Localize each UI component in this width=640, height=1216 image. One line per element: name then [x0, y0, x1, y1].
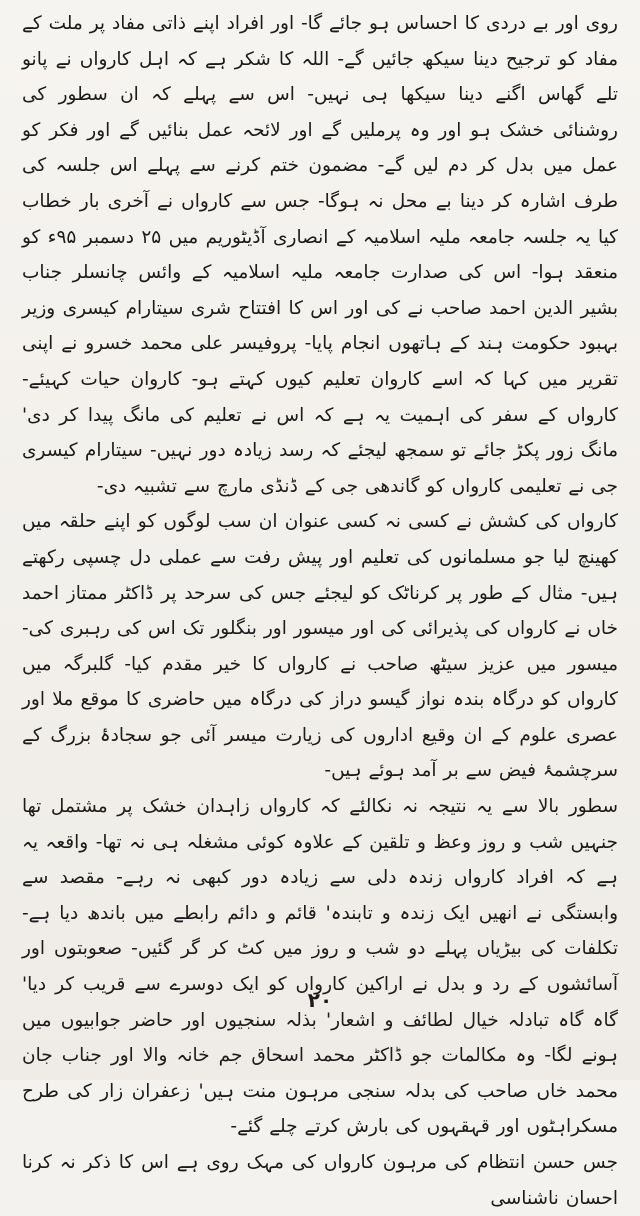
- body-text: [22, 6, 618, 1216]
- page-number: ۲۰: [307, 988, 333, 1012]
- paragraph-3: سطور بالا سے یہ نتیجہ نہ نکالئے کہ کارواں زاہدان خشک پر مشتمل تھا جنہیں شب و روز وعظ و تلقین کے علاوہ کوئی مشغلہ ہی نہ تھا- واقعہ یہ ہے کہ افراد کارواں زندہ دلی سے زیادہ دور کبھی نہ رہے- مقصد سے وابستگی نے انھیں ایک زندہ و تابندہ' قائم و دائم رابطے میں باندھ دیا ہے- تکلفات کی بیڑیاں پہلے دو شب و روز میں کٹ کر گر گئیں- صعوبتوں اور آسائشوں کے رد و بدل نے اراکین کارواں کو ایک دوسرے سے قریب کر دیا' گاہ گاہ تبادلہ خیال لطائف و اشعار' بذلہ سنجیوں اور حاضر جوابیوں میں ہونے لگا- وہ مکالمات جو ڈاکٹر محمد اسحاق جم خانہ والا اور جناب جان محمد خاں صاحب کی بدلہ سنجی مرہون منت ہیں' زعفران زار کی طرح مسکراہٹوں اور قہقہوں کی بارش کرتے چلے گئے-: [22, 796, 618, 1138]
- paragraph-1: روی اور بے دردی کا احساس ہو جائے گا- اور افراد اپنے ذاتی مفاد پر ملت کے مفاد کو ترجیح دینا سیکھ جائیں گے- اللہ کا شکر ہے کہ اہل کارواں نے پانو تلے گھاس اگنے دینا سیکھا ہی نہیں- اس سے پہلے کہ ان سطور کی روشنائی خشک ہو اور وہ پرملیں گے اور لائحہ عمل بنائیں گے اور فکر کو عمل میں بدل کر دم لیں گے- مضمون ختم کرنے سے پہلے اس جلسہ کی طرف اشارہ کر دینا بے محل نہ ہوگا- جس سے کارواں نے آخری بار خطاب کیا یہ جلسہ جامعہ ملیہ اسلامیہ کے انصاری آڈیٹوریم میں ۲۵ دسمبر ۹۵ء کو منعقد ہوا- اس کی صدارت جامعہ ملیہ اسلامیہ کے وائس چانسلر جناب بشیر الدین احمد صاحب نے کی اور اس کا افتتاح شری سیتارام کیسری وزیر بہبود حکومت ہند کے ہاتھوں انجام پایا- پروفیسر علی محمد خسرو نے اپنی تقریر میں کہا کہ اسے کاروان تعلیم کیوں کہتے ہو- کاروان حیات کہیئے- کارواں کے سفر کی اہمیت یہ ہے کہ اس نے تعلیم کی مانگ پیدا کر دی' مانگ زور پکڑ جائے تو سمجھ لیجئے کہ رسد زیادہ دور نہیں- سیتارام کیسری جی نے تعلیمی کارواں کو گاندھی جی کے ڈنڈی مارچ سے تشبیہ دی-: [22, 13, 618, 497]
- paragraph-4: جس حسن انتظام کی مرہون کارواں کی مہک روی ہے اس کا ذکر نہ کرنا احسان ناشناسی: [22, 1152, 618, 1209]
- paragraph-2: کارواں کی کشش نے کسی نہ کسی عنوان ان سب لوگوں کو اپنے حلقہ میں کھینچ لیا جو مسلمانوں کی تعلیم اور پیش رفت سے عملی دل چسپی رکھتے ہیں- مثال کے طور پر کرناٹک کو لیجئے جس کی سرحد پر ڈاکٹر ممتاز احمد خاں نے کارواں کی پذیرائی کی اور میسور اور بنگلور تک اس کی رہبری کی- میسور میں عزیز سیٹھ صاحب نے کارواں کا خیر مقدم کیا- گلبرگہ میں کارواں کو درگاہ بندہ نواز گیسو دراز کی درگاہ میں حاضری کا موقع ملا اور عصری علوم کے ان وقیع اداروں کی زیارت میسر آئی جو سجادۂ بزرگ کے سرچشمۂ فیض سے بر آمد ہوئے ہیں-: [22, 511, 618, 782]
